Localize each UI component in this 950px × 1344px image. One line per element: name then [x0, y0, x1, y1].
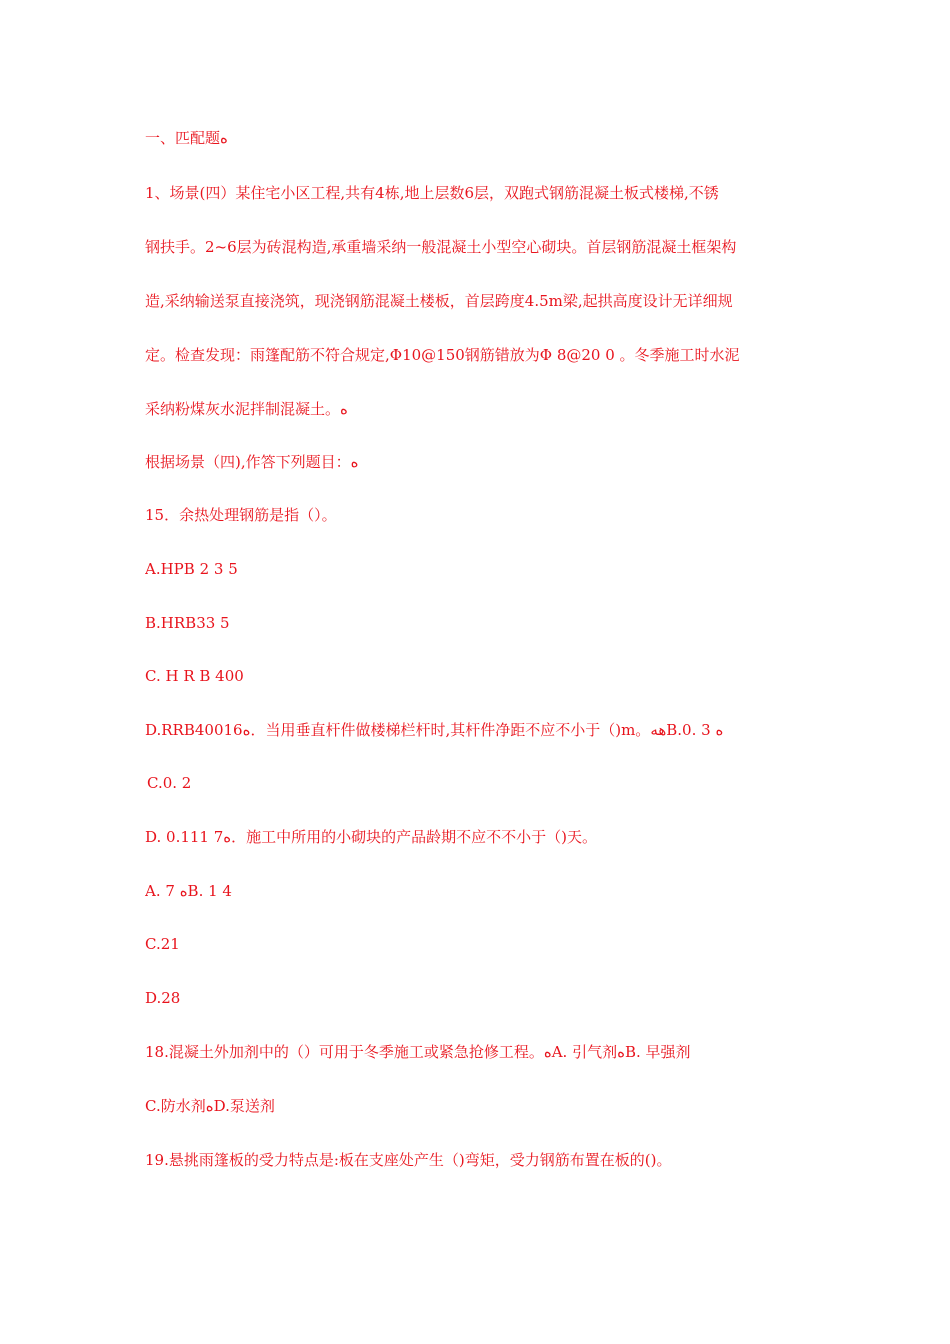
question-15: 15．余热处理钢筋是指（）。	[145, 506, 337, 524]
scenario-paragraph-line-5: 采纳粉煤灰水泥拌制混凝土。ه	[145, 400, 348, 418]
section-heading: 一、匹配题ه	[145, 129, 228, 147]
scenario-paragraph-line-3: 造,采纳输送泵直接浇筑，现浇钢筋混凝土楼板，首层跨度4.5m梁,起拱高度设计无详细规	[145, 292, 733, 310]
option-a: A.HPB 2 3 5	[145, 560, 238, 578]
option-c-q16: C.0. 2	[147, 774, 192, 792]
option-d-question-17: D. 0.111 7ه．施工中所用的小砌块的产品龄期不应不不小于（)天。	[145, 828, 597, 846]
option-b: B.HRB33 5	[145, 614, 230, 632]
option-c: C. H R B 400	[145, 667, 244, 685]
options-a-b-q17: A. 7 هB. 1 4	[145, 882, 232, 900]
question-18: 18.混凝土外加剂中的（）可用于冬季施工或紧急抢修工程。هA. 引气剂هB. 早强剂	[145, 1043, 691, 1061]
option-d-q17: D.28	[145, 989, 181, 1007]
options-c-d-q18: C.防水剂هD.泵送剂	[145, 1097, 275, 1115]
question-19: 19.悬挑雨篷板的受力特点是:板在支座处产生（)弯矩，受力钢筋布置在板的()。	[145, 1151, 672, 1169]
scenario-paragraph-line-2: 钢扶手。2~6层为砖混构造,承重墙采纳一般混凝土小型空心砌块。首层钢筋混凝土框架构	[145, 238, 737, 256]
scenario-paragraph-line-4: 定。检查发现：雨篷配筋不符合规定,Φ10@150钢筋错放为Φ 8@20 0 。冬季施工时水泥	[145, 346, 740, 364]
option-d-question-16: D.RRB40016ه．当用垂直杆件做楼梯栏杆时,其杆件净距不应不小于（)m。ههB.0. 3 ه	[145, 721, 724, 739]
option-c-q17: C.21	[145, 935, 180, 953]
scenario-paragraph-line-1: 1、场景(四）某住宅小区工程,共有4栋,地上层数6层，双跑式钢筋混凝土板式楼梯,不锈	[145, 184, 719, 202]
instruction-line: 根据场景（四),作答下列题目：ه	[145, 453, 359, 471]
